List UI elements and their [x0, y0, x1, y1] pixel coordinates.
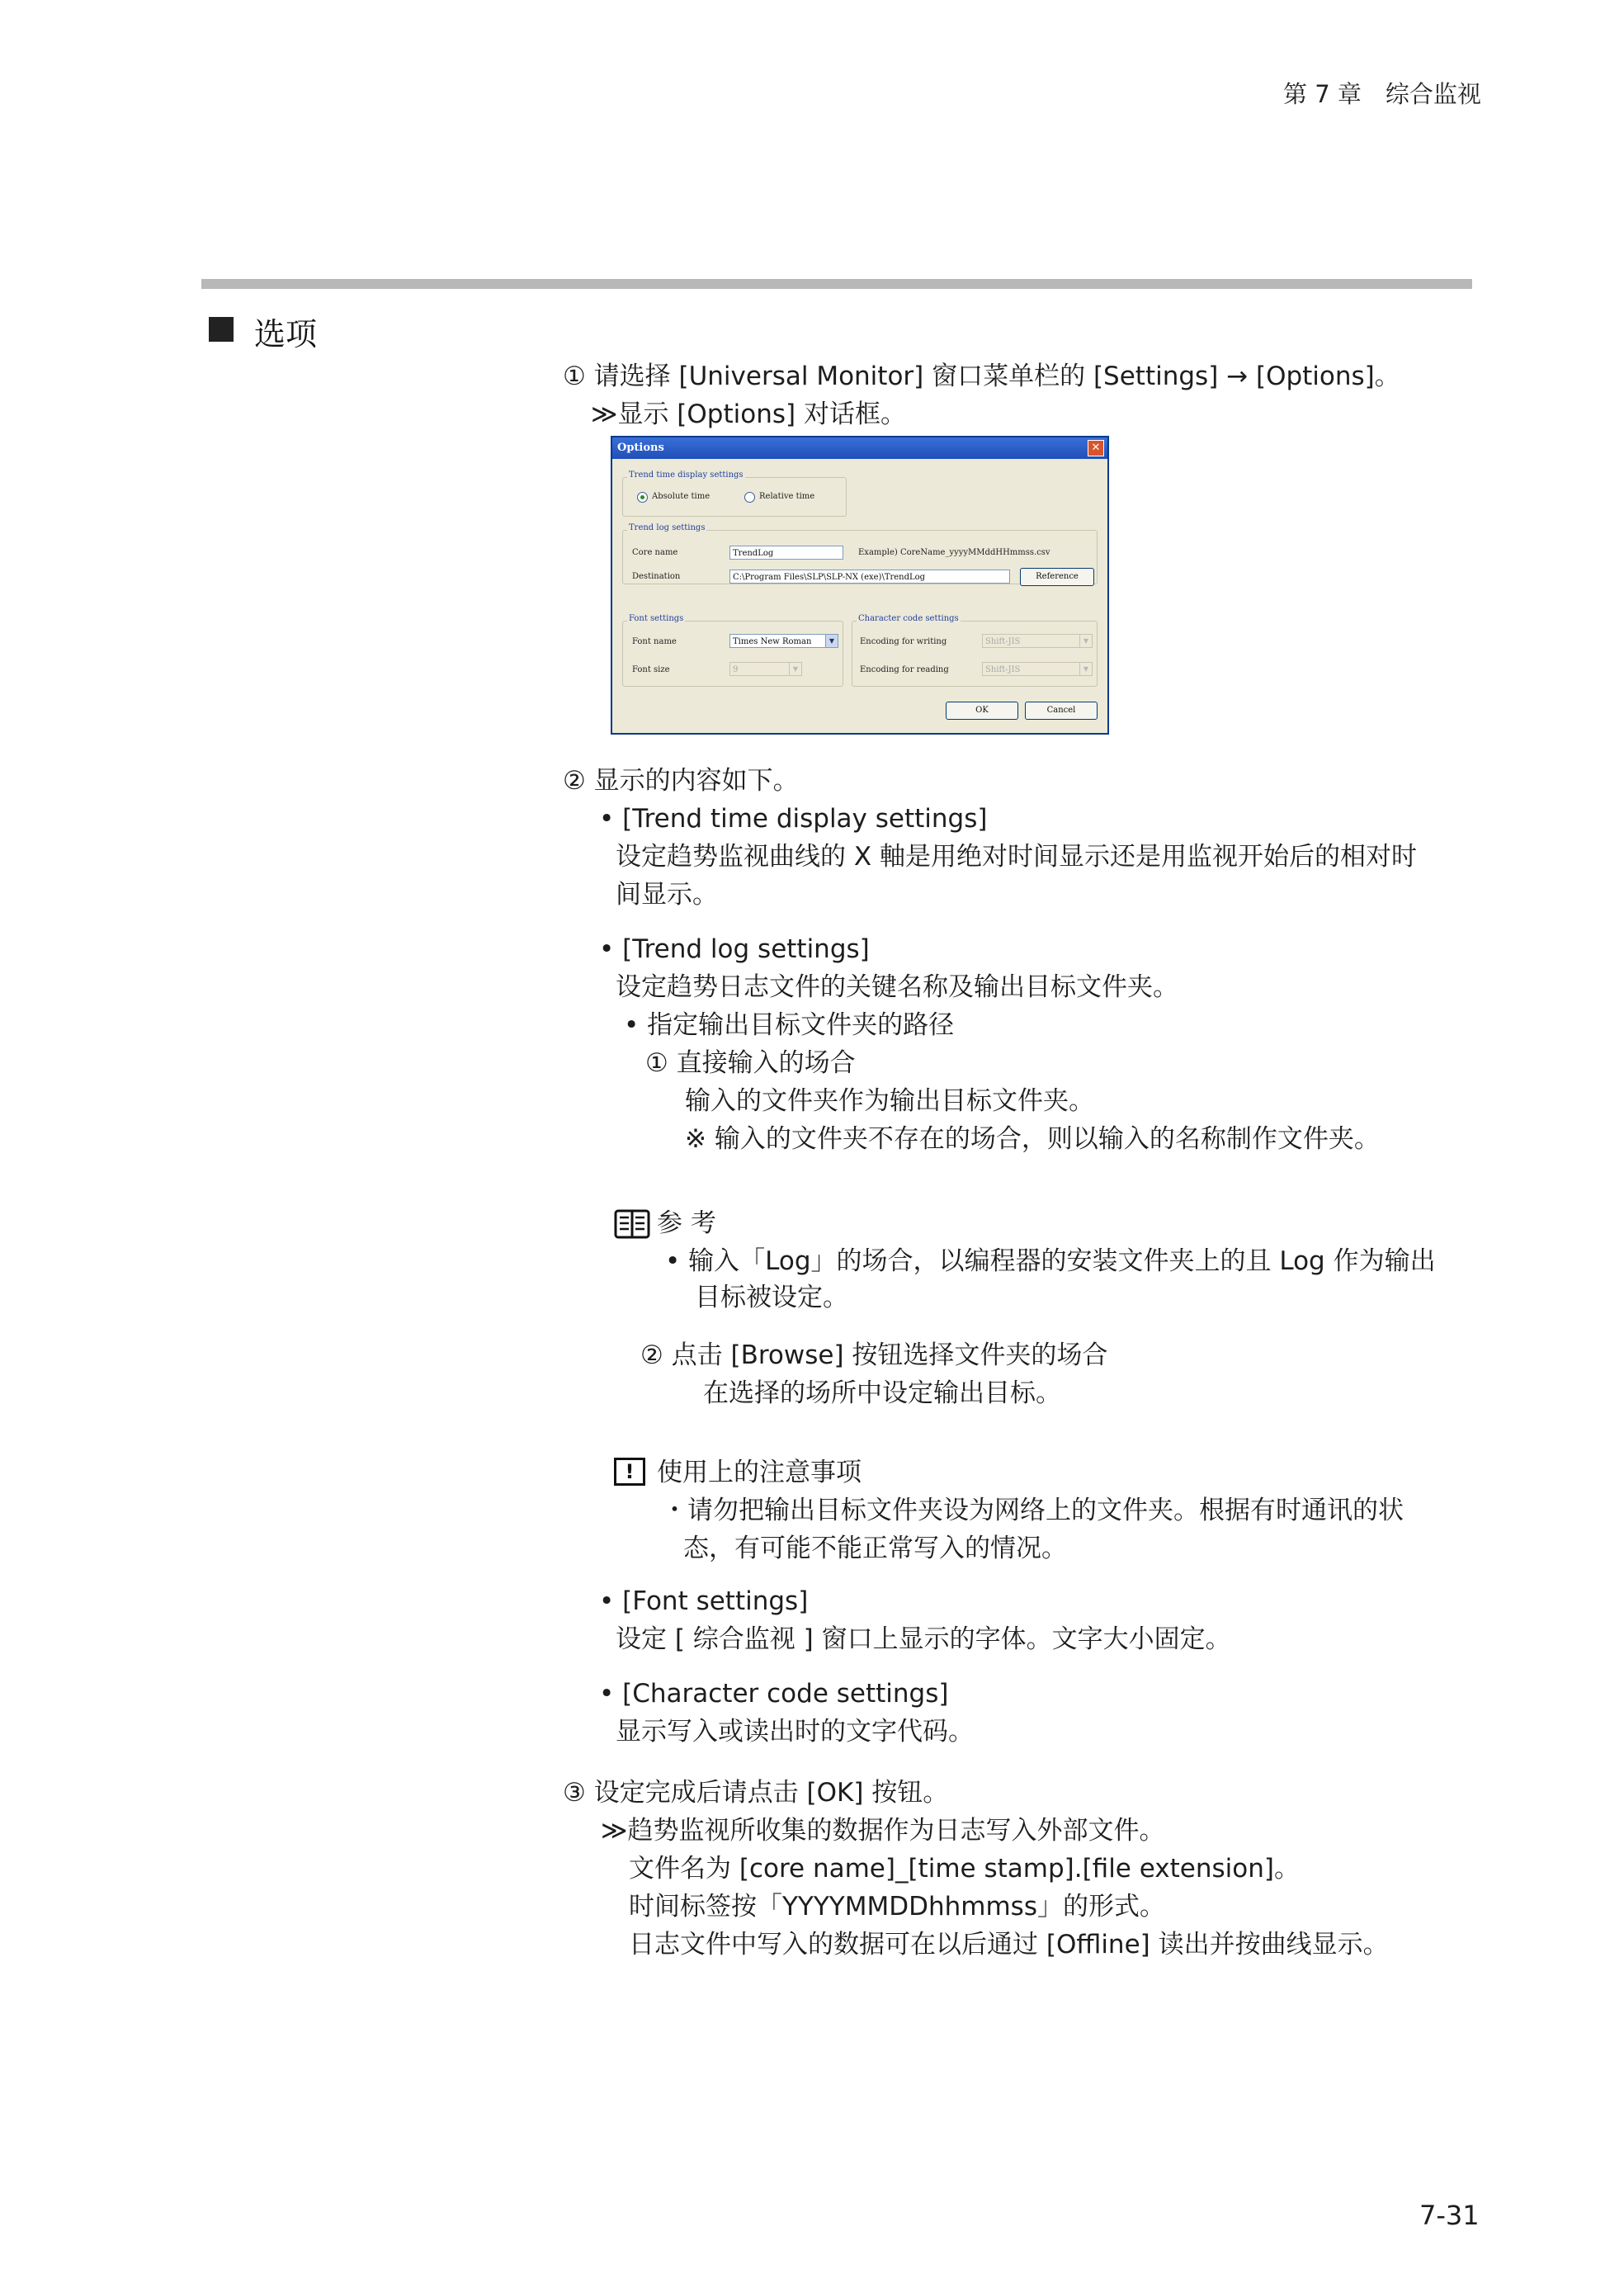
step1-result: ≫显示 [Options] 对话框。 — [591, 399, 906, 429]
encoding-writing-select[interactable] — [982, 634, 1093, 648]
dialog-title: Options — [612, 437, 1107, 459]
reference-title: 参 考 — [657, 1208, 716, 1238]
browse-desc: 在选择的场所中设定输出目标。 — [703, 1378, 1061, 1408]
caution-text-1: ・请勿把输出目标文件夹设为网络上的文件夹。根据有时通讯的状 — [662, 1496, 1404, 1525]
absolute-time-label: Absolute time — [652, 492, 710, 501]
step1-text: ① 请选择 [Universal Monitor] 窗口菜单栏的 [Settings] → [Options]。 — [563, 362, 1400, 391]
caution-text-2: 态，有可能不能正常写入的情况。 — [683, 1534, 1067, 1563]
options-dialog — [611, 436, 1109, 735]
encoding-writing-label: Encoding for writing — [860, 637, 947, 646]
font-settings-heading: • [Font settings] — [599, 1586, 809, 1616]
chevron-down-icon: ▼ — [789, 663, 801, 675]
destination-label: Destination — [632, 572, 681, 581]
page-number: 7-31 — [1419, 2200, 1480, 2231]
font-size-label: Font size — [632, 665, 670, 674]
step3-line-4: 日志文件中写入的数据可在以后通过 [Offline] 读出并按曲线显示。 — [629, 1930, 1389, 1959]
step3-line-1: ≫趋势监视所收集的数据作为日志写入外部文件。 — [601, 1816, 1165, 1846]
trend-log-group-label: Trend log settings — [629, 523, 706, 532]
reference-text-2: 目标被设定。 — [695, 1283, 848, 1312]
direct-input-note: ※ 输入的文件夹不存在的场合，则以输入的名称制作文件夹。 — [685, 1124, 1380, 1154]
direct-input-desc: 输入的文件夹作为输出目标文件夹。 — [685, 1086, 1094, 1116]
font-size-select[interactable] — [729, 662, 802, 676]
trend-time-group-label: Trend time display settings — [629, 470, 744, 480]
absolute-time-radio[interactable] — [637, 492, 648, 503]
chevron-down-icon: ▼ — [825, 635, 838, 647]
book-icon — [614, 1208, 650, 1240]
core-name-example: Example) CoreName_yyyyMMddHHmmss.csv — [858, 548, 1050, 557]
caution-title: 使用上的注意事项 — [657, 1458, 862, 1487]
font-group-label: Font settings — [629, 614, 684, 623]
chevron-down-icon: ▼ — [1079, 663, 1092, 675]
step2-title: ② 显示的内容如下。 — [563, 766, 799, 796]
reference-text-1: • 输入「Log」的场合，以编程器的安装文件夹上的且 Log 作为输出 — [665, 1246, 1436, 1276]
step3-title: ③ 设定完成后请点击 [OK] 按钮。 — [563, 1778, 949, 1808]
trend-time-desc-2: 间显示。 — [616, 880, 718, 910]
path-heading: • 指定输出目标文件夹的路径 — [624, 1010, 955, 1040]
charcode-desc: 显示写入或读出时的文字代码。 — [616, 1717, 974, 1747]
step3-line-3: 时间标签按「YYYYMMDDhhmmss」的形式。 — [629, 1892, 1165, 1922]
core-name-label: Core name — [632, 548, 678, 557]
trend-log-desc: 设定趋势日志文件的关键名称及输出目标文件夹。 — [616, 972, 1178, 1002]
font-settings-desc: 设定 [ 综合监视 ] 窗口上显示的字体。文字大小固定。 — [616, 1624, 1231, 1654]
trend-log-heading: • [Trend log settings] — [599, 934, 870, 964]
font-size-value: 9 — [733, 665, 739, 674]
direct-input-heading: ① 直接输入的场合 — [645, 1048, 856, 1078]
browse-heading: ② 点击 [Browse] 按钮选择文件夹的场合 — [640, 1340, 1108, 1370]
font-name-label: Font name — [632, 637, 677, 646]
relative-time-radio[interactable] — [744, 492, 755, 503]
font-name-select[interactable] — [729, 634, 838, 648]
ok-button[interactable]: OK — [946, 702, 1018, 720]
encoding-writing-value: Shift-JIS — [985, 637, 1021, 646]
trend-time-heading: • [Trend time display settings] — [599, 804, 988, 834]
trend-time-desc-1: 设定趋势监视曲线的 X 軸是用绝对时间显示还是用监视开始后的相对时 — [616, 842, 1417, 872]
close-icon[interactable]: ✕ — [1088, 440, 1104, 456]
encoding-reading-select[interactable] — [982, 662, 1093, 676]
core-name-input[interactable]: TrendLog — [729, 546, 843, 560]
font-group — [622, 621, 843, 687]
step3-line-2: 文件名为 [core name]_[time stamp].[file extension]。 — [629, 1854, 1300, 1884]
cancel-button[interactable]: Cancel — [1025, 702, 1098, 720]
reference-button[interactable]: Reference — [1020, 568, 1094, 586]
charcode-group-label: Character code settings — [858, 614, 959, 623]
chapter-header: 第 7 章 综合监视 — [1283, 80, 1481, 108]
encoding-reading-value: Shift-JIS — [985, 665, 1021, 674]
section-title: 选项 — [254, 316, 318, 352]
destination-input[interactable]: C:\Program Files\SLP\SLP-NX (exe)\TrendLog — [729, 570, 1010, 584]
encoding-reading-label: Encoding for reading — [860, 665, 949, 674]
charcode-heading: • [Character code settings] — [599, 1679, 949, 1709]
font-name-value: Times New Roman — [733, 637, 812, 646]
chevron-down-icon: ▼ — [1079, 635, 1092, 647]
charcode-group — [852, 621, 1098, 687]
relative-time-label: Relative time — [759, 492, 815, 501]
caution-icon: ! — [614, 1458, 645, 1486]
section-bullet-icon — [209, 317, 234, 342]
section-divider — [201, 279, 1472, 289]
